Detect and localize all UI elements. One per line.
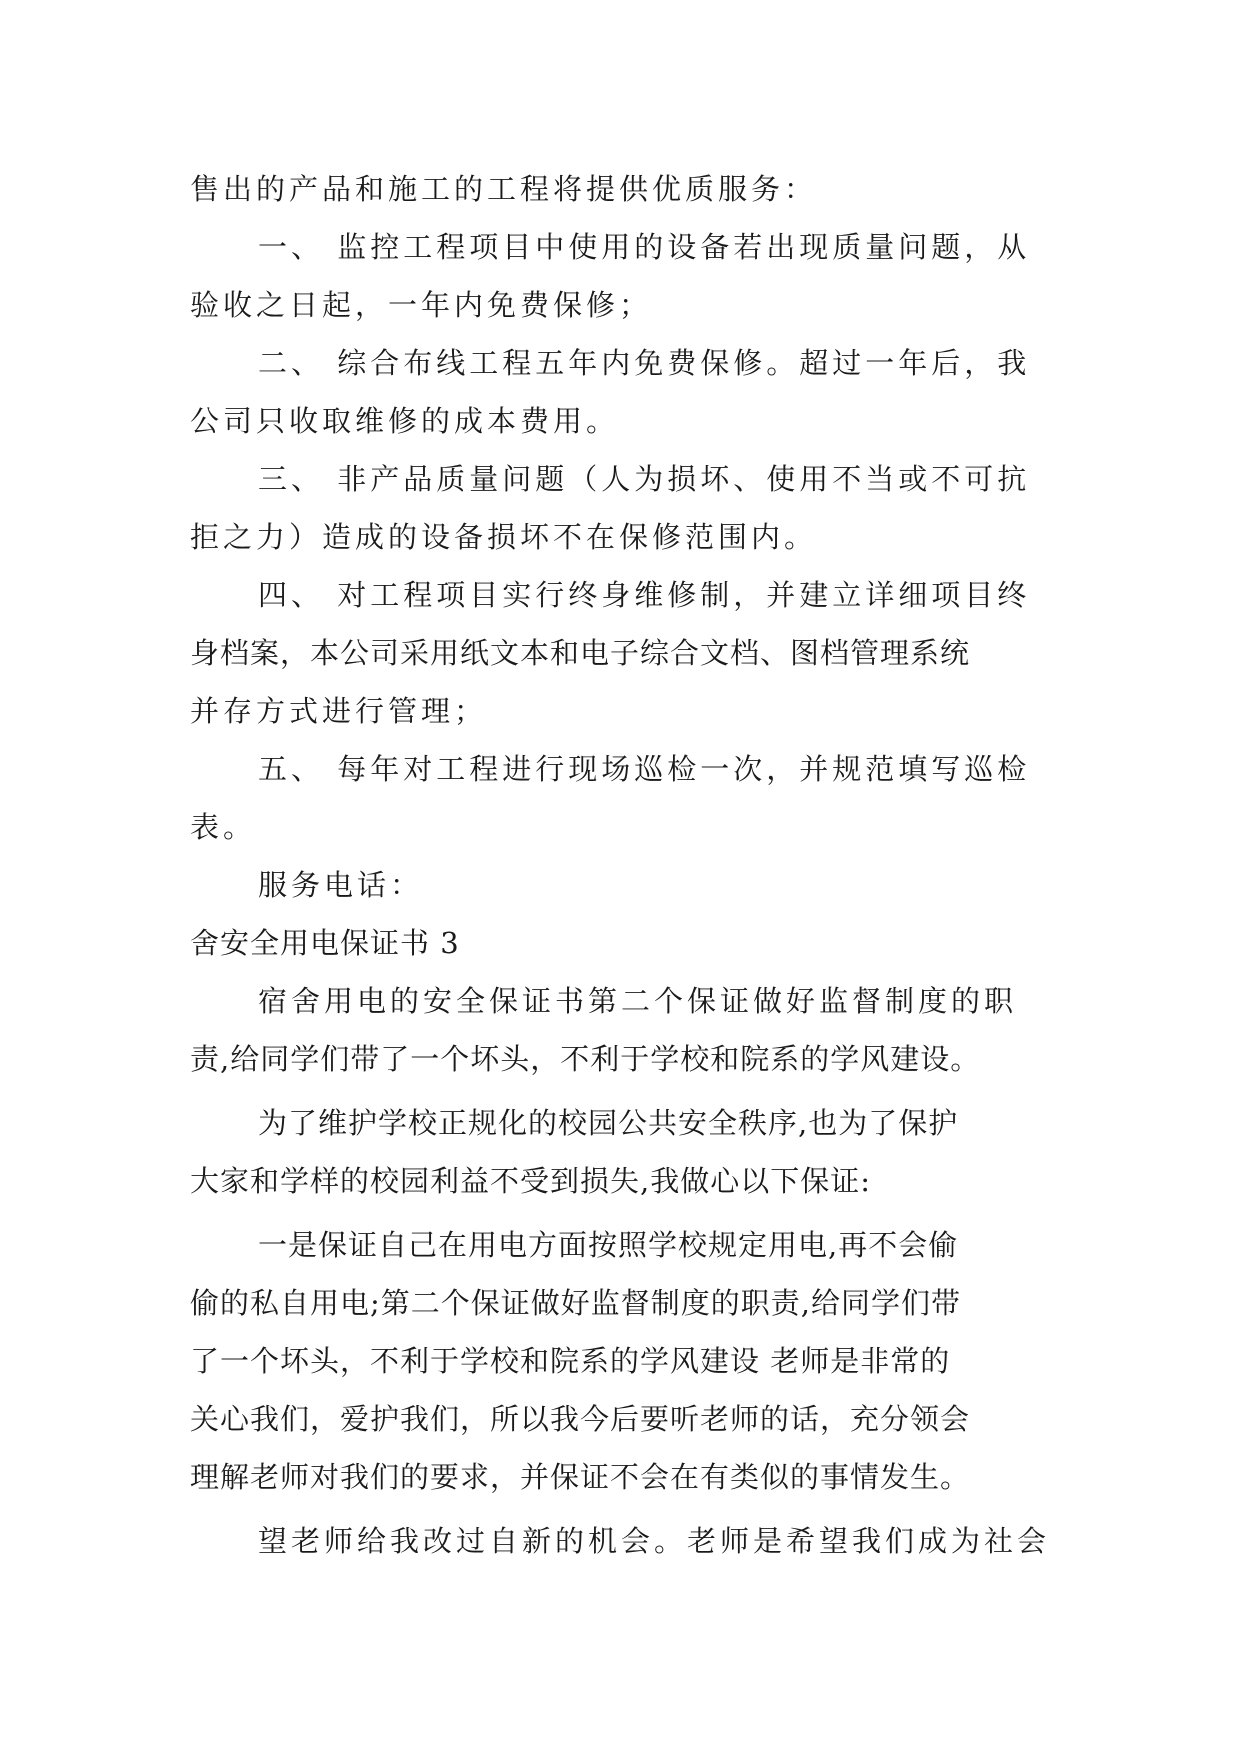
text-line: 偷的私自用电;第二个保证做好监督制度的职责,给同学们带 bbox=[190, 1286, 961, 1320]
text-line: 望老师给我改过自新的机会。老师是希望我们成为社会 bbox=[258, 1524, 1051, 1558]
text-line: 为了维护学校正规化的校园公共安全秩序,也为了保护 bbox=[258, 1106, 959, 1140]
text-line: 五、 每年对工程进行现场巡检一次，并规范填写巡检 bbox=[258, 752, 1031, 786]
text-line: 关心我们，爱护我们，所以我今后要听老师的话，充分领会 bbox=[190, 1402, 971, 1436]
text-line: 二、 综合布线工程五年内免费保修。超过一年后，我 bbox=[258, 346, 1031, 380]
text-line: 售出的产品和施工的工程将提供优质服务： bbox=[190, 172, 818, 206]
text-line: 一、 监控工程项目中使用的设备若出现质量问题，从 bbox=[258, 230, 1031, 264]
text-line: 并存方式进行管理； bbox=[190, 694, 488, 728]
text-line: 了一个坏头，不利于学校和院系的学风建设 老师是非常的 bbox=[190, 1344, 951, 1378]
text-line: 三、 非产品质量问题（人为损坏、使用不当或不可抗 bbox=[258, 462, 1031, 496]
document-body bbox=[190, 160, 1060, 1570]
text-line: 理解老师对我们的要求，并保证不会在有类似的事情发生。 bbox=[190, 1460, 971, 1494]
text-line: 宿舍用电的安全保证书第二个保证做好监督制度的职 bbox=[258, 984, 1018, 1018]
text-line: 责,给同学们带了一个坏头，不利于学校和院系的学风建设。 bbox=[190, 1042, 981, 1076]
text-line: 公司只收取维修的成本费用。 bbox=[190, 404, 620, 438]
text-line: 四、 对工程项目实行终身维修制，并建立详细项目终 bbox=[258, 578, 1031, 612]
text-line: 验收之日起，一年内免费保修； bbox=[190, 288, 653, 322]
text-line: 服务电话： bbox=[258, 868, 424, 902]
text-line: 拒之力）造成的设备损坏不在保修范围内。 bbox=[190, 520, 818, 554]
text-line: 表。 bbox=[190, 810, 257, 844]
text-line: 一是保证自己在用电方面按照学校规定用电,再不会偷 bbox=[258, 1228, 959, 1262]
text-line: 大家和学样的校园利益不受到损失,我做心以下保证: bbox=[190, 1164, 871, 1198]
text-line: 身档案，本公司采用纸文本和电子综合文档、图档管理系统 bbox=[190, 636, 971, 670]
section-heading: 舍安全用电保证书 3 bbox=[190, 926, 460, 960]
